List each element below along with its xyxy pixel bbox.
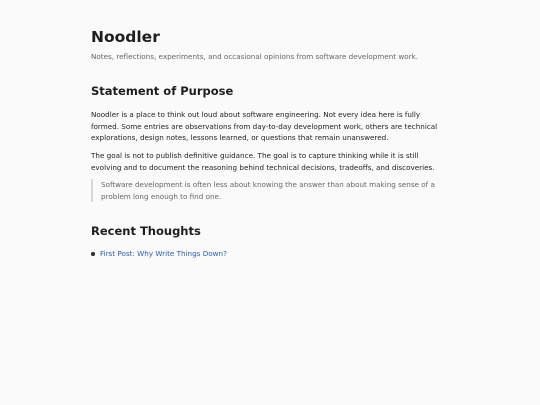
- site-tagline: Notes, reflections, experiments, and occasional opinions from software development work.: [91, 52, 419, 61]
- bullet-icon: [91, 252, 95, 256]
- recent-posts-list: [91, 248, 227, 259]
- purpose-heading: Statement of Purpose: [91, 84, 234, 98]
- list-item: [91, 248, 227, 259]
- recent-heading: Recent Thoughts: [91, 224, 201, 238]
- purpose-paragraph-1: Noodler is a place to think out loud about software engineering. Not every idea here is fully formed. Some entries are observations from day-to-day development work, others are technical explorations, design notes, lessons learned, or questions that remain unanswered.: [91, 110, 438, 142]
- post-link[interactable]: First Post: Why Write Things Down?: [100, 249, 227, 258]
- purpose-quote: Software development is often less about knowing the answer than about making sense of a problem long enough to find one.: [91, 179, 437, 202]
- site-title[interactable]: Noodler: [91, 28, 160, 46]
- purpose-paragraph-2: The goal is not to publish definitive guidance. The goal is to capture thinking while it is still evolving and to document the reasoning behind technical decisions, tradeoffs, and discoveries.: [91, 151, 435, 172]
